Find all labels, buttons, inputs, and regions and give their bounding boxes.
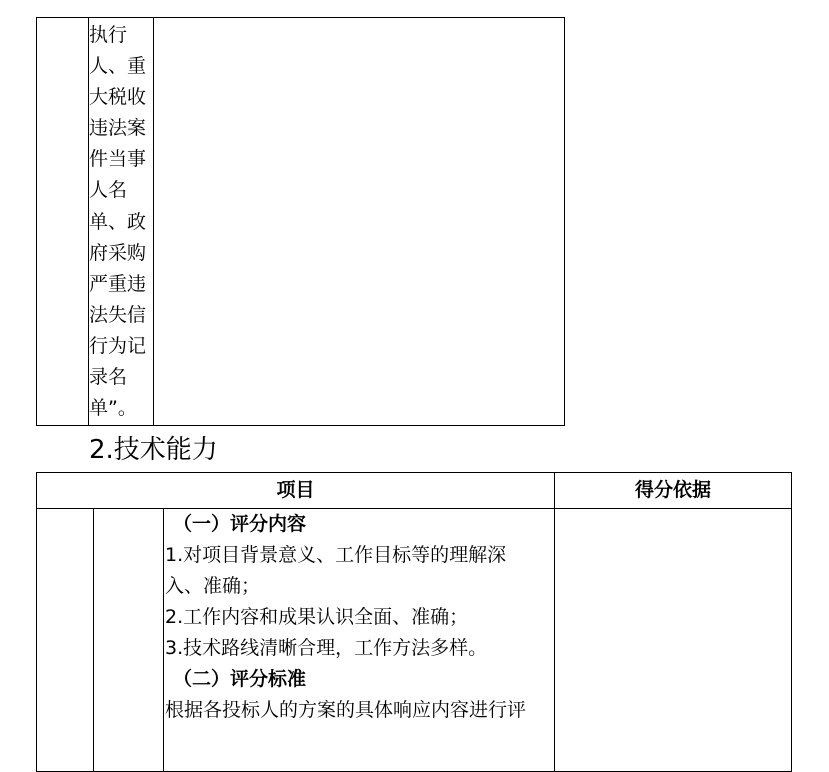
text-line: 大税收 — [89, 86, 147, 109]
content-line: 入、准确； — [165, 575, 261, 597]
text-line: 件当事 — [89, 148, 147, 171]
scoring-content — [165, 509, 555, 726]
header-item: 项目 — [276, 479, 315, 501]
text-line: 严重违 — [89, 272, 147, 295]
text-line: 法失信 — [89, 303, 147, 326]
content-heading: （一）评分内容 — [173, 513, 307, 535]
header-basis: 得分依据 — [634, 479, 711, 501]
content-heading: （二）评分标准 — [173, 668, 307, 690]
content-line: 根据各投标人的方案的具体响应内容进行评 — [165, 699, 527, 721]
text-line: 单”。 — [89, 397, 137, 420]
table-cell-text — [89, 20, 155, 424]
column-divider — [163, 508, 164, 771]
content-line: 2.工作内容和成果认识全面、准确； — [165, 606, 469, 628]
text-line: 违法案 — [89, 117, 147, 140]
content-line: 3.技术路线清晰合理，工作方法多样。 — [165, 637, 488, 659]
text-line: 单、政 — [89, 210, 147, 233]
column-divider — [93, 508, 94, 771]
content-line: 1.对项目背景意义、工作目标等的理解深 — [165, 544, 507, 566]
text-line: 人名 — [89, 179, 128, 202]
text-line: 执行 — [89, 24, 128, 46]
text-line: 人、重 — [89, 55, 147, 78]
text-line: 录名 — [89, 366, 128, 389]
section-heading: 2.技术能力 — [89, 435, 218, 465]
text-line: 行为记 — [89, 334, 147, 357]
text-line: 府采购 — [89, 241, 147, 264]
